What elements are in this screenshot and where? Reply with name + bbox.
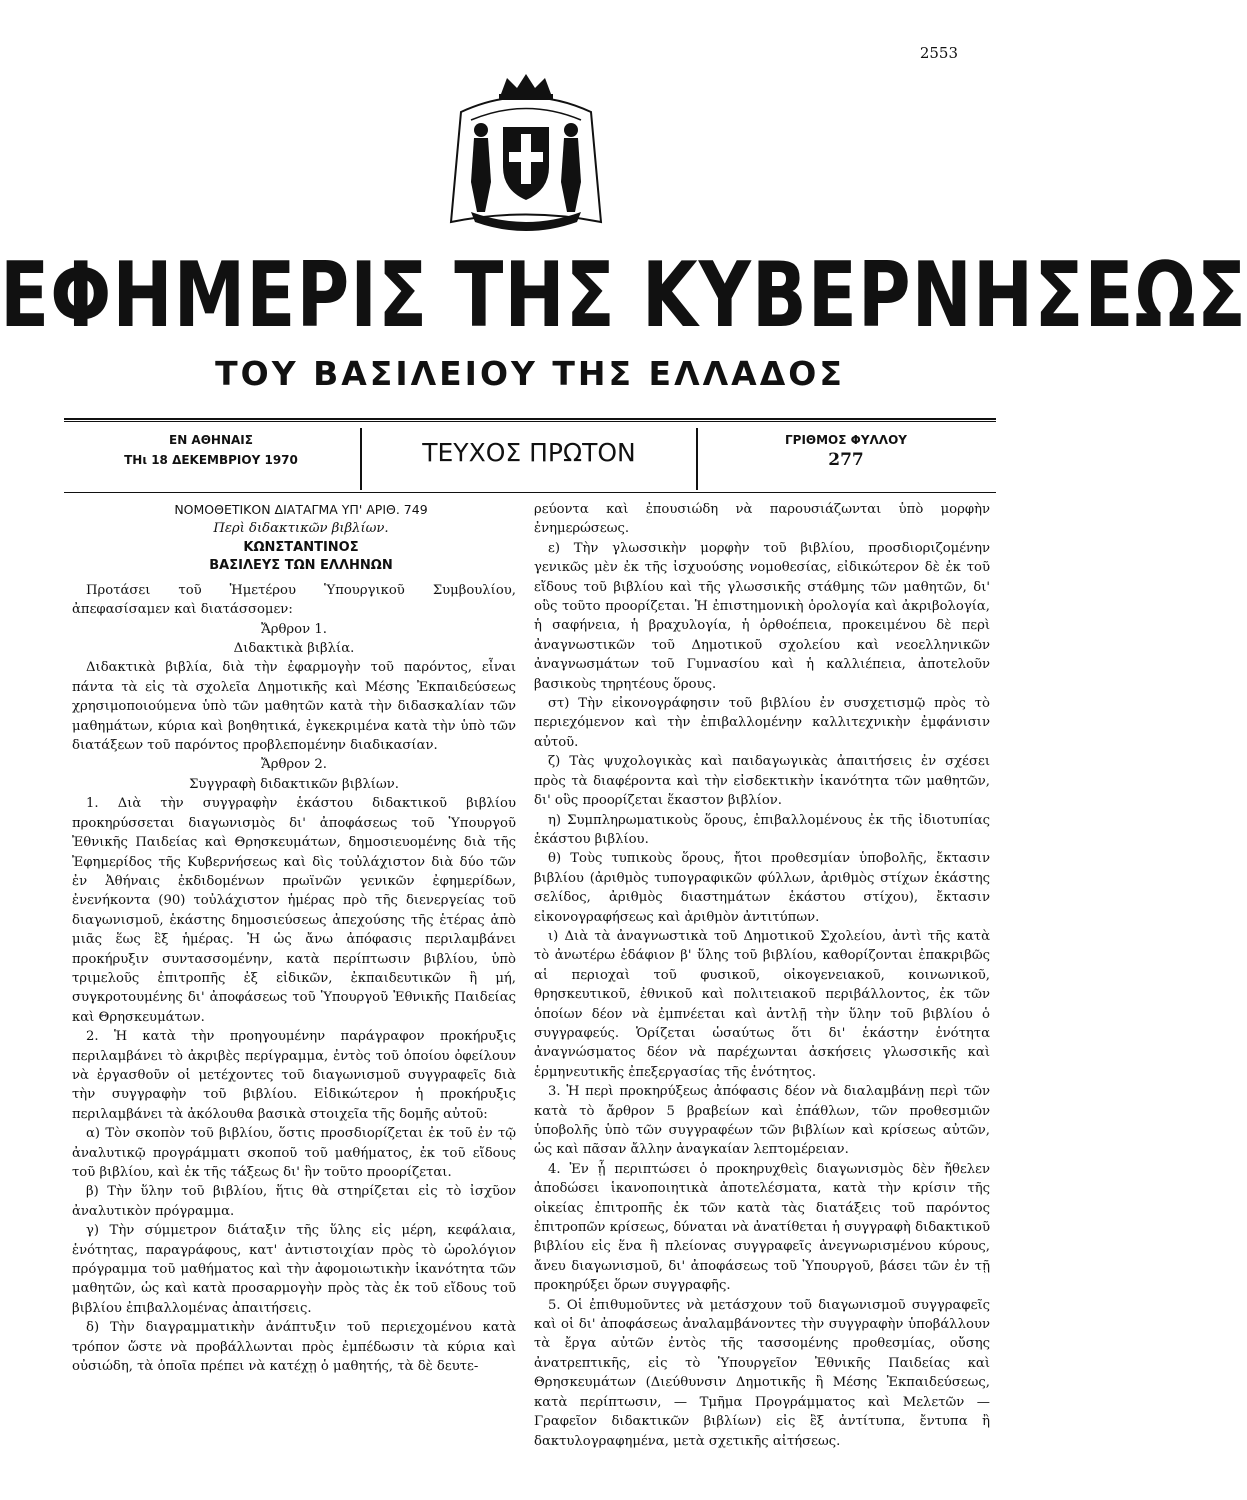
paragraph: 2. Ἡ κατὰ τὴν προηγουμένην παράγραφον προκήρυξις περιλαμβάνει τὸ ἀκριβὲς περίγραμμα, ἐντὸς τοῦ ὁποίου ὀφείλουν νὰ ἐργασθοῦν οἱ μετέχοντες τοῦ διαγωνισμοῦ συγγραφεῖς διὰ τὴν συγγραφὴν τοῦ βιβλίου. Εἰδικώτερον ἡ προκήρυξις περιλαμβάνει τὰ ἀκόλουθα βασικὰ στοιχεῖα τῆς δομῆς αὐτοῦ: (72, 1029, 516, 1122)
masthead-title: ΕΦΗΜΕΡΙΣ ΤΗΣ ΚΥΒΕΡΝΗΣΕΩΣ (0, 242, 1247, 347)
paragraph: 5. Οἱ ἐπιθυμοῦντες νὰ μετάσχουν τοῦ διαγωνισμοῦ συγγραφεῖς καὶ οἱ δι' ἀποφάσεως ἀναλαμβάνοντες τὴν συγγραφὴν ὑποβάλλουν τὰ ἔργα αὐτῶν ἐντὸς τῆς τασσομένης προθεσμίας, οὔσης ἀνατρεπτικῆς, εἰς τὸ Ὑπουργεῖον Ἐθνικῆς Παιδείας καὶ Θρησκευμάτων (Διεύθυνσιν Δημοτικῆς ἢ Μέσης Ἐκπαιδεύσεως, κατὰ περίπτωσιν, — Τμῆμα Προγράμματος καὶ Μελετῶν — Γραφεῖον διδακτικῶν βιβλίων) εἰς ἓξ ἀντίτυπα, ἔντυπα ἢ δακτυλογραφημένα, μετὰ σχετικῆς αἰτήσεως. (534, 1297, 990, 1449)
article-heading: Ἄρθρον 2. (261, 757, 327, 773)
info-place-date (64, 428, 358, 492)
list-item: ζ) Τὰς ψυχολογικὰς καὶ παιδαγωγικὰς ἀπαιτήσεις ἐν σχέσει πρὸς τὰ διαφέροντα καὶ τὴν εἰσδεκτικὴν ἱκανότητα τῶν μαθητῶν, δι' οὓς προορίζεται ἕκαστον βιβλίον. (534, 754, 990, 809)
paragraph: 3. Ἡ περὶ προκηρύξεως ἀπόφασις δέον νὰ διαλαμβάνῃ περὶ τῶν κατὰ τὸ ἄρθρον 5 βραβείων καὶ ἐπάθλων, τῶν προθεσμιῶν ὑποβολῆς ὑπὸ τῶν συγγραφέων τῶν βιβλίων καὶ κρίσεως αὐτῶν, ὡς καὶ πᾶσαν ἄλλην ἀναγκαίαν λεπτομέρειαν. (534, 1084, 990, 1158)
list-item: γ) Τὴν σύμμετρον διάταξιν τῆς ὕλης εἰς μέρη, κεφάλαια, ἑνότητας, παραγράφους, κατ' ἀντιστοιχίαν πρὸς τὸ ὡρολόγιον πρόγραμμα τοῦ μαθήματος καὶ τὴν ἀφομοιωτικὴν ἱκανότητα τῶν μαθητῶν, ὡς καὶ κατὰ προσαρμογὴν πρὸς τὰς ἐκ τοῦ εἴδους τοῦ βιβλίου ἐπιβαλλομένας ἀπαιτήσεις. (72, 1223, 516, 1316)
list-item: α) Τὸν σκοπὸν τοῦ βιβλίου, ὅστις προσδιορίζεται ἐκ τοῦ ἐν τῷ ἀναλυτικῷ προγράμματι σκοποῦ τοῦ μαθήματος, ἐκ τοῦ εἴδους τοῦ βιβλίου, καὶ ἐκ τῆς τάξεως δι' ἣν τοῦτο προορίζεται. (72, 1126, 516, 1180)
article-title: Συγγραφὴ διδακτικῶν βιβλίων. (189, 776, 399, 792)
divider (64, 421, 996, 422)
article-heading: Ἄρθρον 1. (261, 621, 327, 637)
sheet-label: ΓΡΙΘΜΟΣ ΦΥΛΛΟΥ (785, 433, 907, 447)
list-item: δ) Τὴν διαγραμματικὴν ἀνάπτυξιν τοῦ περιεχομένου κατὰ τρόπον ὥστε νὰ προβάλλωνται πρὸς ἐμπέδωσιν τὰ κύρια καὶ οὐσιώδη, τὰ ὁποῖα πρέπει νὰ κατέχῃ ὁ μαθητής, τὰ δὲ δευτε- (72, 1320, 516, 1375)
date: ΤΗι 18 ΔΕΚΕΜΒΡΙΟΥ 1970 (124, 453, 298, 467)
sheet-number: 277 (828, 450, 864, 470)
list-item: στ) Τὴν εἰκονογράφησιν τοῦ βιβλίου ἐν συσχετισμῷ πρὸς τὸ περιεχόμενον καὶ τὴν ἐπιβαλλομένην καλλιτεχνικὴν ἐμφάνισιν αὐτοῦ. (534, 696, 990, 750)
place: ΕΝ ΑΘΗΝΑΙΣ (169, 433, 253, 447)
info-sheet (696, 428, 996, 492)
divider (64, 492, 996, 493)
list-item: ε) Τὴν γλωσσικὴν μορφὴν τοῦ βιβλίου, προσδιοριζομένην γενικῶς μὲν ἐκ τῆς ἰσχυούσης νομοθεσίας, εἰδικώτερον δὲ ἐκ τοῦ εἴδους τοῦ βιβλίου καὶ τῆς γλωσσικῆς στάθμης τῶν μαθητῶν, δι' οὓς τοῦτο προορίζεται. Ἡ ἐπιστημονικὴ ὁρολογία καὶ ἀκριβολογία, ἡ σαφήνεια, ἡ βραχυλογία, ἡ ὀρθοέπεια, προκειμένου δὲ περὶ ἀναγνωστικῶν τοῦ Δημοτικοῦ σχολείου καὶ νεοελληνικῶν ἀναγνωσμάτων τοῦ Γυμνασίου καὶ ἡ καλλιέπεια, ἀποτελοῦν βασικοὺς τηρητέους ὅρους. (534, 540, 990, 692)
greek-royal-coat-of-arms-icon (441, 72, 611, 237)
issue-title: ΤΕΥΧΟΣ ΠΡΩΤΟΝ (360, 428, 698, 490)
list-item: η) Συμπληρωματικοὺς ὅρους, ἐπιβαλλομένους ἐκ τῆς ἰδιοτυπίας ἑκάστου βιβλίου. (534, 812, 990, 847)
masthead-subtitle: ΤΟΥ ΒΑΣΙΛΕΙΟΥ ΤΗΣ ΕΛΛΑΔΟΣ (215, 354, 845, 393)
right-column (534, 500, 990, 1451)
divider (64, 418, 996, 420)
article-text: Διδακτικὰ βιβλία, διὰ τὴν ἐφαρμογὴν τοῦ παρόντος, εἶναι πάντα τὰ εἰς τὰ σχολεῖα Δημοτικῆς καὶ Μέσης Ἐκπαιδεύσεως χρησιμοποιούμενα ὑπὸ τῶν μαθητῶν κατὰ τὴν διδασκαλίαν τῶν μαθημάτων, κύρια καὶ βοηθητικά, ἐγκεκριμένα κατὰ τὴν ὑπὸ τῶν διατάξεων τοῦ παρόντος προβλεπομένην διαδικασίαν. (72, 660, 516, 754)
decree-subject: Περὶ διδακτικῶν βιβλίων. (213, 521, 389, 537)
list-item: θ) Τοὺς τυπικοὺς ὅρους, ἤτοι προθεσμίαν ὑποβολῆς, ἔκτασιν βιβλίου (ἀριθμὸς τυπογραφικῶν φύλλων, ἀριθμὸς στίχων ἑκάστης σελίδος, ἀριθμὸς διαστημάτων ἑκάστου στίχου), ἔκτασιν εἰκονογραφήσεως καὶ ἀριθμὸν ἀντιτύπων. (534, 851, 990, 925)
paragraph: 4. Ἐν ᾗ περιπτώσει ὁ προκηρυχθεὶς διαγωνισμὸς δὲν ἤθελεν ἀποδώσει ἱκανοποιητικὰ ἀποτελέσματα, κατὰ τὴν κρίσιν τῆς οἰκείας ἐπιτροπῆς ἐκ τῶν κατὰ τὰς διατάξεις τοῦ παρόντος ἐπιτροπῶν κρίσεως, δύναται νὰ ἀνατίθεται ἡ συγγραφὴ διδακτικοῦ βιβλίου εἰς ἕνα ἢ πλείονας συγγραφεῖς ἀνεγνωρισμένου κύρους, ἄνευ διαγωνισμοῦ, δι' ἀποφάσεως τοῦ Ὑπουργοῦ, βάσει τῶν ἐν τῇ προκηρύξει ὅρων συγγραφῆς. (534, 1161, 990, 1294)
list-item: ι) Διὰ τὰ ἀναγνωστικὰ τοῦ Δημοτικοῦ Σχολείου, ἀντὶ τῆς κατὰ τὸ ἀνωτέρω ἐδάφιον β' ὕλης τοῦ βιβλίου, καθορίζονται ἐπακριβῶς αἱ περιοχαὶ τοῦ φυσικοῦ, οἰκογενειακοῦ, κοινωνικοῦ, θρησκευτικοῦ, ἐθνικοῦ καὶ πολιτειακοῦ περιβάλλοντος, ἐκ τῶν ὁποίων δέον νὰ ἐμπνέεται καὶ ἀντλῇ τὴν ὕλην τοῦ βιβλίου ὁ συγγραφεύς. Ὁρίζεται ὡσαύτως ὅτι δι' ἑκάστην ἑνότητα ἀναγνώσματος δέον νὰ παρέχωνται ἀσκήσεις γλωσσικῆς καὶ ἑρμηνευτικῆς ἐπεξεργασίας τῆς ἑνότητος. (534, 928, 990, 1080)
decree-title: ΝΟΜΟΘΕΤΙΚΟΝ ΔΙΑΤΑΓΜΑ ΥΠ' ΑΡΙΘ. 749 (174, 502, 428, 517)
paragraph: 1. Διὰ τὴν συγγραφὴν ἑκάστου διδακτικοῦ βιβλίου προκηρύσσεται διαγωνισμὸς δι' ἀποφάσεως τοῦ Ὑπουργοῦ Ἐθνικῆς Παιδείας καὶ Θρησκευμάτων, δημοσιευομένης διὰ τῆς Ἐφημερίδος τῆς Κυβερνήσεως καὶ δὶς τοὐλάχιστον διὰ δύο τῶν ἐν Ἀθήναις ἐκδιδομένων πρωϊνῶν γενικῶν ἐφημερίδων, ἐνενήκοντα (90) τοὐλάχιστον ἡμέρας πρὸ τῆς διενεργείας τοῦ διαγωνισμοῦ, ἑκάστης δημοσιεύσεως ἀπεχούσης τῆς ἑτέρας ἀπὸ μιᾶς ἕως ἓξ ἡμέρας. Ἡ ὡς ἄνω ἀπόφασις περιλαμβάνει προκήρυξιν συντασσομένην, κατὰ περίπτωσιν βιβλίου, ὑπὸ τριμελοῦς ἐπιτροπῆς ἐξ εἰδικῶν, ἐκπαιδευτικῶν ἢ μή, συγκροτουμένης δι' ἀποφάσεως τοῦ Ὑπουργοῦ Ἐθνικῆς Παιδείας καὶ Θρησκευμάτων. (72, 796, 516, 1025)
paragraph-continuation: ρεύοντα καὶ ἐπουσιώδη νὰ παρουσιάζωνται ὑπὸ μορφὴν ἐνημερώσεως. (534, 502, 990, 537)
article-title: Διδακτικὰ βιβλία. (233, 641, 355, 657)
king-title: ΒΑΣΙΛΕΥΣ ΤΩΝ ΕΛΛΗΝΩΝ (209, 557, 393, 573)
page-number: 2553 (919, 44, 958, 62)
list-item: β) Τὴν ὕλην τοῦ βιβλίου, ἥτις θὰ στηρίζεται εἰς τὸ ἰσχῦον ἀναλυτικὸν πρόγραμμα. (72, 1184, 516, 1219)
preamble: Προτάσει τοῦ Ἡμετέρου Ὑπουργικοῦ Συμβουλίου, ἀπεφασίσαμεν καὶ διατάσσομεν: (72, 582, 516, 618)
left-column (72, 500, 516, 1376)
king-name: ΚΩΝΣΤΑΝΤΙΝΟΣ (243, 539, 359, 555)
